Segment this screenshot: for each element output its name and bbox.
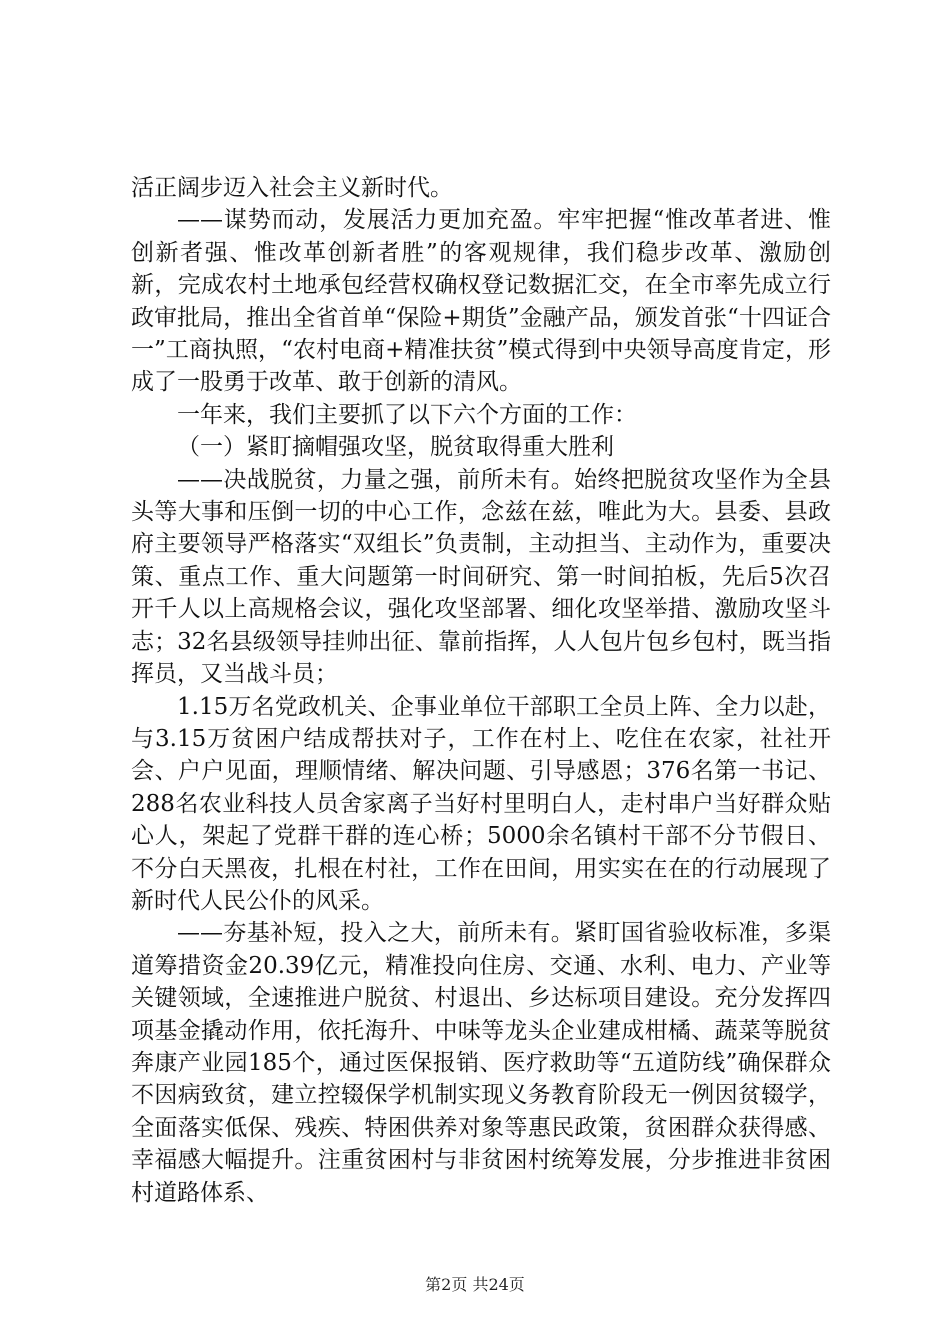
section-heading: （一）紧盯摘帽强攻坚，脱贫取得重大胜利 bbox=[177, 434, 614, 461]
paragraph-6: ——夯基补短，投入之大，前所未有。紧盯国省验收标准，多渠道筹措资金20.39亿元，精准投向住房、交通、水利、电力、产业等关键领域，全速推进户脱贫、村退出、乡达标项目建设。充分发挥四项基金撬动作用，依托海升、中味等龙头企业建成柑橘、蔬菜等脱贫奔康产业园185个，通过医保报销、医疗救助等“五道防线”确保群众不因病致贫，建立控辍保学机制实现义务教育阶段无一例因贫辍学，全面落实低保、残疾、特困供养对象等惠民政策，贫困群众获得感、幸福感大幅提升。注重贫困村与非贫困村统筹发展，分步推进非贫困村道路体系、 bbox=[131, 920, 831, 1206]
body-text bbox=[131, 172, 831, 1209]
paragraph-1: 活正阔步迈入社会主义新时代。 bbox=[131, 175, 453, 201]
paragraph-5: 1.15万名党政机关、企事业单位干部职工全员上阵、全力以赴，与3.15万贫困户结成帮扶对子，工作在村上、吃住在农家，社社开会、户户见面，理顺情绪、解决问题、引导感恩；376名第一书记、288名农业科技人员舍家离子当好村里明白人，走村串户当好群众贴心人，架起了党群干群的连心桥；5000余名镇村干部不分节假日、不分白天黑夜，扎根在村社，工作在田间，用实实在在的行动展现了新时代人民公仆的风采。 bbox=[131, 693, 831, 914]
page-footer: 第2页 共24页 bbox=[425, 1275, 525, 1294]
paragraph-3: 一年来，我们主要抓了以下六个方面的工作： bbox=[177, 401, 637, 428]
paragraph-4: ——决战脱贫，力量之强，前所未有。始终把脱贫攻坚作为全县头等大事和压倒一切的中心工作，念兹在兹，唯此为大。县委、县政府主要领导严格落实“双组长”负责制，主动担当、主动作为，重要决策、重点工作、重大问题第一时间研究、第一时间拍板，先后5次召开千人以上高规格会议，强化攻坚部署、细化攻坚举措、激励攻坚斗志；32名县级领导挂帅出征、靠前指挥，人人包片包乡包村，既当指挥员，又当战斗员； bbox=[131, 466, 831, 688]
paragraph-2: ——谋势而动，发展活力更加充盈。牢牢把握“惟改革者进、惟创新者强、惟改革创新者胜”的客观规律，我们稳步改革、激励创新，完成农村土地承包经营权确权登记数据汇交，在全市率先成立行政审批局，推出全省首单“保险+期货”金融产品，颁发首张“十四证合一”工商执照，“农村电商+精准扶贫”模式得到中央领导高度肯定，形成了一股勇于改革、敢于创新的清风。 bbox=[131, 207, 831, 396]
